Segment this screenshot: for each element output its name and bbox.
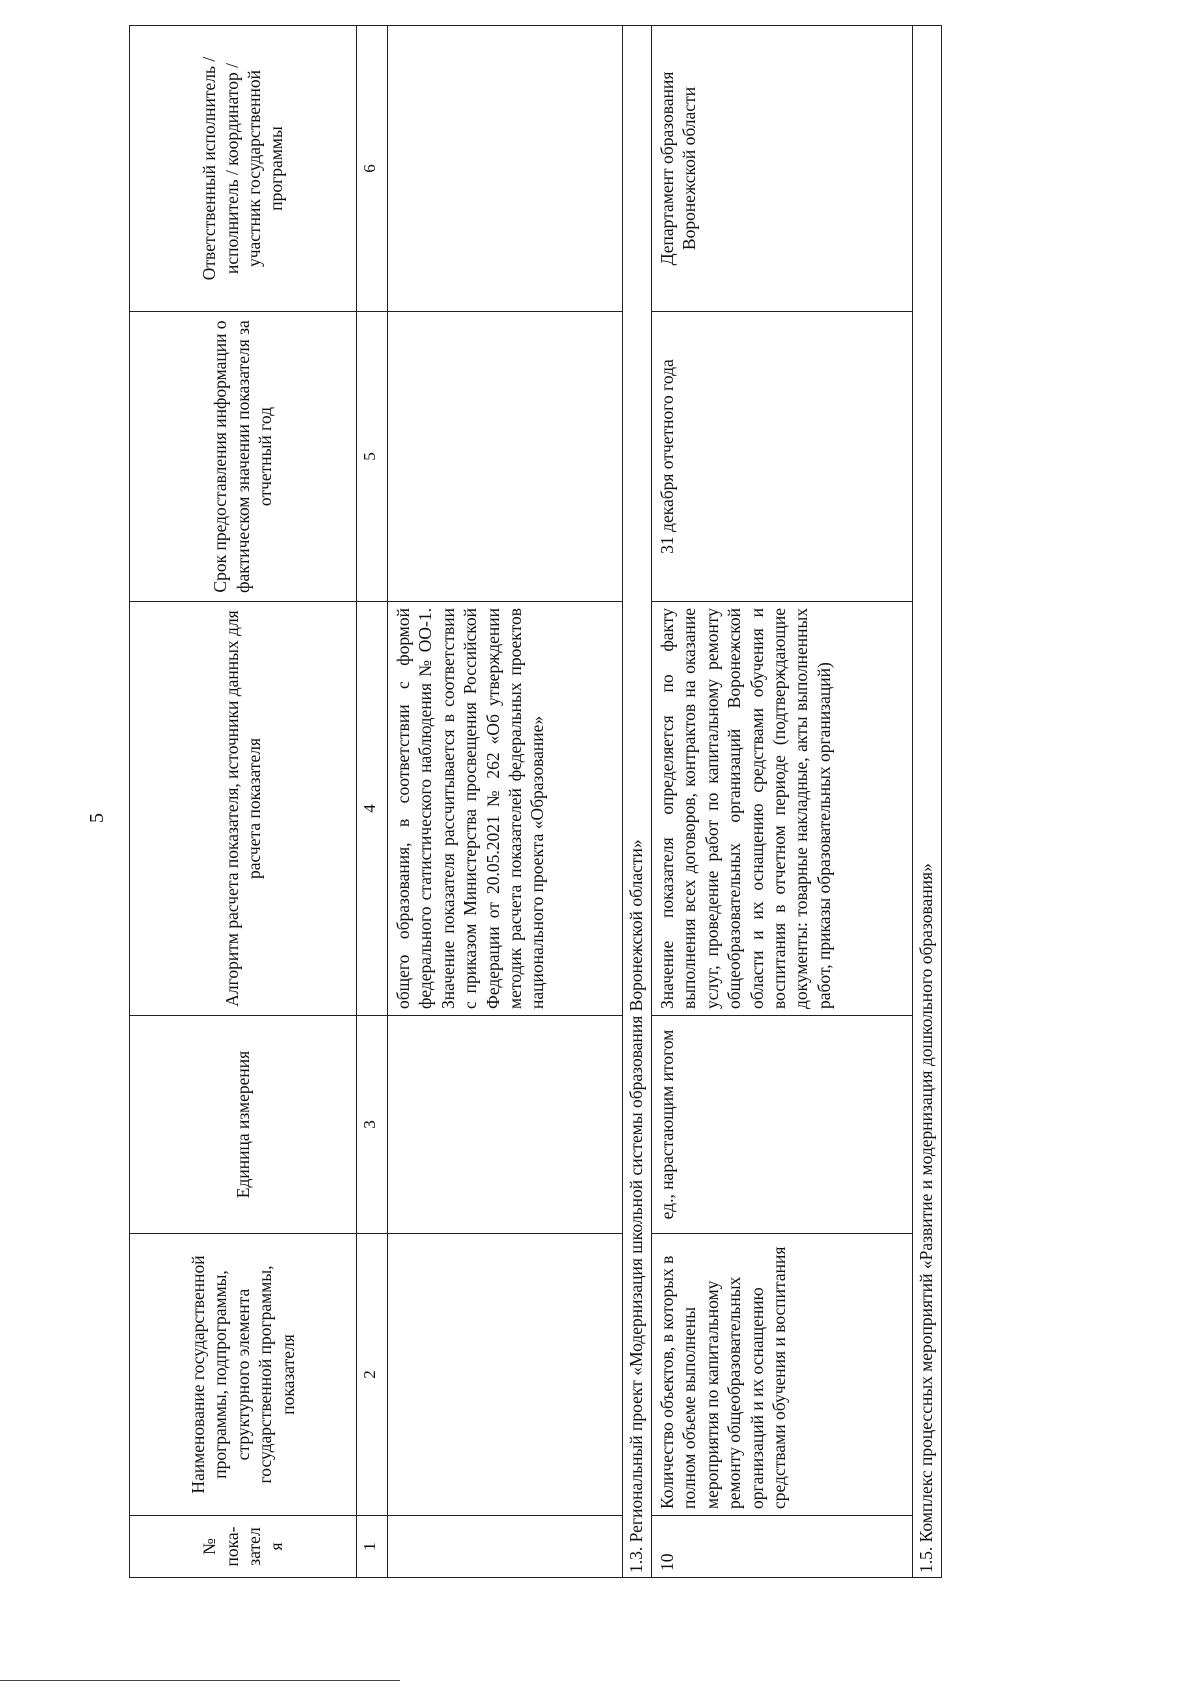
cell-responsible: [388, 26, 623, 312]
column-number: 5: [357, 312, 388, 602]
section-row: [913, 26, 942, 1578]
column-number: 6: [357, 26, 388, 312]
table-header-row: [130, 26, 357, 1578]
cell-name: Количество объектов, в которых в полном объеме выполнены мероприятия по капитальному ремонту общеобразовательных организаций и их оснащению средствами обучения и воспитания: [652, 1234, 913, 1516]
section-title-1-3: 1.3. Региональный проект «Модернизация школьной системы образования Воронежской области»: [623, 26, 652, 1578]
table-row: [652, 26, 913, 1578]
indicator-table: [129, 25, 942, 1578]
header-responsible: Ответственный исполнитель / исполнитель / координатор / участник государственной программы: [130, 26, 357, 312]
column-number: 2: [357, 1234, 388, 1516]
cell-deadline: 31 декабря отчетного года: [652, 312, 913, 602]
cell-unit: ед., нарастающим итогом: [652, 1016, 913, 1234]
header-algorithm: Алгоритм расчета показателя, источники данных для расчета показателя: [130, 602, 357, 1016]
cell-responsible: Департамент образования Воронежской области: [652, 26, 913, 312]
section-title-1-5: 1.5. Комплекс процессных мероприятий «Развитие и модернизация дошкольного образования»: [913, 26, 942, 1578]
cell-algorithm: Значение показателя определяется по факту выполнения всех договоров, контрактов на оказание услуг, проведение работ по капитальному ремонту общеобразовательных организаций Воронежской области и их оснащению средствами обучения и воспитания в отчетном периоде (подтверждающие документы: товарные накладные, акты выполненных работ, приказы образовательных организаций): [652, 602, 913, 1016]
header-indicator-name: Наименование государственной программы, подпрограммы, структурного элемента государственной программы, показателя: [130, 1234, 357, 1516]
column-number: 4: [357, 602, 388, 1016]
column-number: 1: [357, 1516, 388, 1578]
section-row: [623, 26, 652, 1578]
cell-unit: [388, 1016, 623, 1234]
header-unit: Единица измерения: [130, 1016, 357, 1234]
cell-number: 10: [652, 1516, 913, 1578]
column-number-row: [357, 26, 388, 1578]
cell-name: [388, 1234, 623, 1516]
header-indicator-number: № пока-зателя: [130, 1516, 357, 1578]
column-number: 3: [357, 1016, 388, 1234]
table-row-continued: [388, 26, 623, 1578]
cell-number: [388, 1516, 623, 1578]
page-number: 5: [86, 813, 108, 823]
header-deadline: Срок предоставления информации о фактическом значении показателя за отчетный год: [130, 312, 357, 602]
indicator-table-wrapper: [129, 26, 1031, 1578]
scan-edge-line: [0, 1680, 400, 1681]
cell-algorithm: общего образования, в соответствии с формой федерального статистического наблюдения № ОО-1. Значение показателя рассчитывается в соответствии с приказом Министерства просвещения Российской Федерации от 20.05.2021 № 262 «Об утверждении методик расчета показателей федеральных проектов национального проекта «Образование»: [388, 602, 623, 1016]
cell-deadline: [388, 312, 623, 602]
